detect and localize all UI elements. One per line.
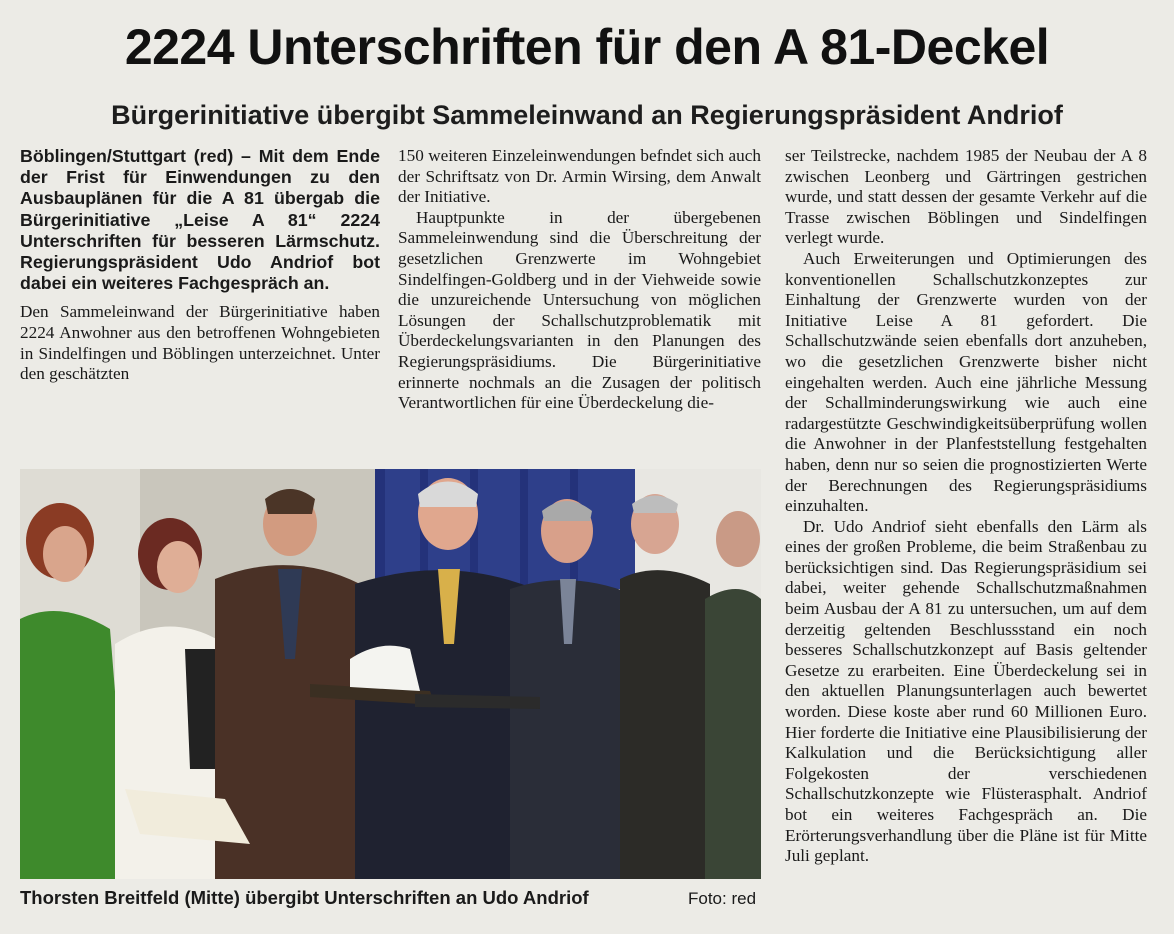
body-paragraph: 150 weiteren Einzeleinwendungen befndet sich auch der Schriftsatz von Dr. Armin Wirsing, dem Anwalt der Initiative. bbox=[398, 146, 761, 207]
subheadline: Bürgerinitiative übergibt Sammeleinwand an Regierungspräsident Andriof bbox=[111, 100, 1063, 130]
lead-paragraph: Böblingen/Stuttgart (red) – Mit dem Ende der Frist für Einwendungen zu den Ausbauplänen für die A 81 übergab die Bürgerinitiative „Leise A 81“ 2224 Unterschriften für besseren Lärmschutz. Regierungspräsident Udo Andriof bot dabei ein weiteres Fachgespräch an. bbox=[20, 146, 380, 294]
article-column-2 bbox=[398, 146, 761, 414]
article-column-1 bbox=[20, 146, 380, 385]
news-photo bbox=[20, 469, 761, 879]
body-paragraph: Den Sammeleinwand der Bürgerinitiative haben 2224 Anwohner aus den betroffenen Wohngebieten in Sindelfingen und Böblingen unterzeichnet. Unter den geschätzten bbox=[20, 302, 380, 384]
article-column-3 bbox=[785, 146, 1147, 867]
headline: 2224 Unterschriften für den A 81-Deckel bbox=[124, 19, 1050, 75]
body-paragraph: ser Teilstrecke, nachdem 1985 der Neubau der A 8 zwischen Leonberg und Gärtringen gestrichen wurde, und statt dessen der gesamte Verkehr auf die Trasse zwischen Böblingen und Sindelfingen verlegt wurde. bbox=[785, 146, 1147, 248]
group-photo-illustration bbox=[20, 469, 761, 879]
photo-caption: Thorsten Breitfeld (Mitte) übergibt Unterschriften an Udo Andriof bbox=[20, 887, 589, 908]
body-paragraph: Auch Erweiterungen und Optimierungen des konventionellen Schallschutzkonzeptes zur Einhaltung der Grenzwerte wurden von der Initiative Leise A 81 gefordert. Die Schallschutzwände seien ebenfalls dort anzuheben, wo die gesetzlichen Grenzwerte bisher nicht eingehalten werden. Auch eine jährliche Messung der Schallminderungswirkung wie auch eine radargestützte Geschwindigkeitsüberprüfung wollen die Anwohner in der Planfeststellung festgehalten haben, denn nur so seien die prognostizierten Werte der Berechnungen des Regierungspräsidiums einzuhalten. bbox=[785, 248, 1147, 516]
body-paragraph: Hauptpunkte in der übergebenen Sammeleinwendung sind die Überschreitung der gesetzlichen Grenzwerte im Wohngebiet Sindelfingen-Goldberg und in der Viehweide sowie die unzureichende Untersuchung von möglichen Lösungen der Schallschutzproblematik mit Überdeckelungsvarianten in den Planungen des Regierungspräsidiums. Die Bürgerinitiative erinnerte nochmals an die Zusagen der politisch Verantwortlichen für eine Überdeckelung die- bbox=[398, 207, 761, 413]
body-paragraph: Dr. Udo Andriof sieht ebenfalls den Lärm als eines der großen Probleme, die beim Straßenbau zu berücksichtigen sind. Das Regierungspräsidium sei dabei, weiter gehende Schallschutzmaßnahmen beim Ausbau der A 81 zu untersuchen, um auf dem derzeitig geltenden Beschlussstand ein noch besseres Schallschutzkonzept auf Basis geltender Gesetze zu erarbeiten. Eine Überdeckelung sei in den aktuellen Planungsunterlagen auch bewertet worden. Diese koste aber rund 60 Millionen Euro. Hier forderte die Initiative eine Plausibilisierung der Kalkulation und die Berücksichtigung aller Folgekosten der verschiedenen Schallschutzkonzepte wie Flüsterasphalt. Andriof bot ein weiteres Fachgespräch an. Die Erörterungsverhandlung über die Pläne ist für Mitte Juli geplant. bbox=[785, 516, 1147, 866]
photo-credit: Foto: red bbox=[688, 889, 757, 908]
